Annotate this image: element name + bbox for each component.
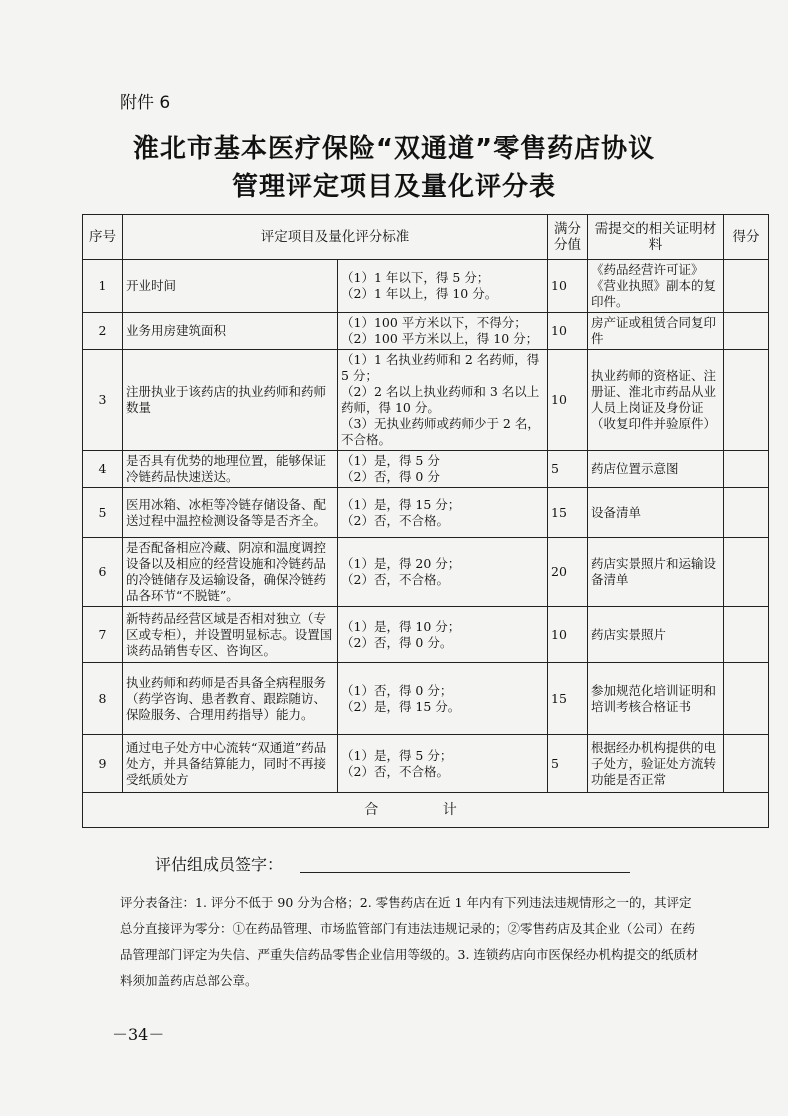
document-title-line-2: 管理评定项目及量化评分表 [231,172,556,202]
row-serial: 9 [83,735,123,793]
row-criteria: （1）是，得 15 分； （2）否，不合格。 [338,488,548,538]
row-full-score: 10 [548,260,588,313]
row-item: 通过电子处方中心流转“双通道”药品处方，并具备结算能力，同时不再接受纸质处方 [123,735,338,793]
table-row [83,260,769,313]
row-serial: 4 [83,451,123,488]
row-serial: 6 [83,538,123,607]
table-row [83,350,769,451]
table-row [83,451,769,488]
row-criteria: （1）是，得 10 分； （2）否，得 0 分。 [338,607,548,663]
table-row [83,488,769,538]
header-serial: 序号 [83,215,123,260]
row-score-cell[interactable] [724,350,769,451]
row-item: 执业药师和药师是否具备全病程服务（药学咨询、患者教育、跟踪随访、保险服务、合理用药指导）能力。 [123,663,338,735]
header-full-score: 满分分值 [548,215,588,260]
row-criteria: （1）否，得 0 分； （2）是，得 15 分。 [338,663,548,735]
row-score-cell[interactable] [724,538,769,607]
row-criteria: （1）1 年以下，得 5 分； （2）1 年以上，得 10 分。 [338,260,548,313]
row-materials: 《药品经营许可证》《营业执照》副本的复印件。 [588,260,724,313]
row-full-score: 20 [548,538,588,607]
table-row [83,735,769,793]
scoring-table [82,214,769,828]
row-serial: 3 [83,350,123,451]
row-score-cell[interactable] [724,663,769,735]
row-full-score: 5 [548,735,588,793]
row-full-score: 15 [548,663,588,735]
row-score-cell[interactable] [724,260,769,313]
row-materials: 药店实景照片 [588,607,724,663]
signature-label: 评估组成员签字： [155,855,284,874]
remarks-note: 评分表备注：1. 评分不低于 90 分为合格；2. 零售药店在近 1 年内有下列违法违规情形之一的，其评定总分直接评为零分：①在药品管理、市场监管部门有违法违规记录的；②零售药店及其企业（公司）在药品管理部门评定为失信、严重失信药品零售企业信用等级的。3. 连锁药店向市医保经办机构提交的纸质材料须加盖药店总部公章。 [120,895,699,988]
total-row [83,793,769,828]
document-title-line-1: 淮北市基本医疗保险“双通道”零售药店协议 [132,134,656,164]
row-item: 是否配备相应冷藏、阴凉和温度调控设备以及相应的经营设施和冷链药品的冷链储存及运输设备，确保冷链药品各环节“不脱链”。 [123,538,338,607]
row-full-score: 15 [548,488,588,538]
row-serial: 5 [83,488,123,538]
row-item: 注册执业于该药店的执业药师和药师数量 [123,350,338,451]
row-criteria: （1）是，得 20 分； （2）否，不合格。 [338,538,548,607]
table-row [83,663,769,735]
row-score-cell[interactable] [724,488,769,538]
row-full-score: 10 [548,313,588,350]
row-item: 新特药品经营区域是否相对独立（专区或专柜），并设置明显标志。设置国谈药品销售专区、咨询区。 [123,607,338,663]
row-full-score: 5 [548,451,588,488]
row-materials: 根据经办机构提供的电子处方，验证处方流转功能是否正常 [588,735,724,793]
row-item: 开业时间 [123,260,338,313]
row-item: 是否具有优势的地理位置，能够保证冷链药品快速送达。 [123,451,338,488]
row-score-cell[interactable] [724,451,769,488]
row-item: 医用冰箱、冰柜等冷链存储设备、配送过程中温控检测设备等是否齐全。 [123,488,338,538]
row-serial: 1 [83,260,123,313]
row-score-cell[interactable] [724,607,769,663]
row-criteria: （1）是，得 5 分 （2）否，得 0 分 [338,451,548,488]
row-criteria: （1）1 名执业药师和 2 名药师，得 5 分； （2）2 名以上执业药师和 3 名以上药师，得 10 分。 （3）无执业药师或药师少于 2 名，不合格。 [338,350,548,451]
row-criteria: （1）是，得 5 分； （2）否，不合格。 [338,735,548,793]
header-criteria: 评定项目及量化评分标准 [123,215,548,260]
row-materials: 房产证或租赁合同复印件 [588,313,724,350]
row-materials: 参加规范化培训证明和培训考核合格证书 [588,663,724,735]
row-serial: 7 [83,607,123,663]
row-full-score: 10 [548,350,588,451]
row-materials: 药店实景照片和运输设备清单 [588,538,724,607]
row-full-score: 10 [548,607,588,663]
header-materials: 需提交的相关证明材料 [588,215,724,260]
attachment-label: 附件 6 [120,93,171,113]
row-score-cell[interactable] [724,313,769,350]
total-label: 合 计 [83,793,769,828]
signature-line[interactable] [300,872,630,873]
table-row [83,538,769,607]
row-materials: 药店位置示意图 [588,451,724,488]
page-number: －34－ [112,1025,165,1044]
row-materials: 设备清单 [588,488,724,538]
header-score: 得分 [724,215,769,260]
table-row [83,607,769,663]
row-item: 业务用房建筑面积 [123,313,338,350]
row-serial: 2 [83,313,123,350]
row-serial: 8 [83,663,123,735]
table-header-row [83,215,769,260]
row-materials: 执业药师的资格证、注册证、淮北市药品从业人员上岗证及身份证（收复印件并验原件） [588,350,724,451]
table-row [83,313,769,350]
row-score-cell[interactable] [724,735,769,793]
row-criteria: （1）100 平方米以下，不得分； （2）100 平方米以上，得 10 分； [338,313,548,350]
